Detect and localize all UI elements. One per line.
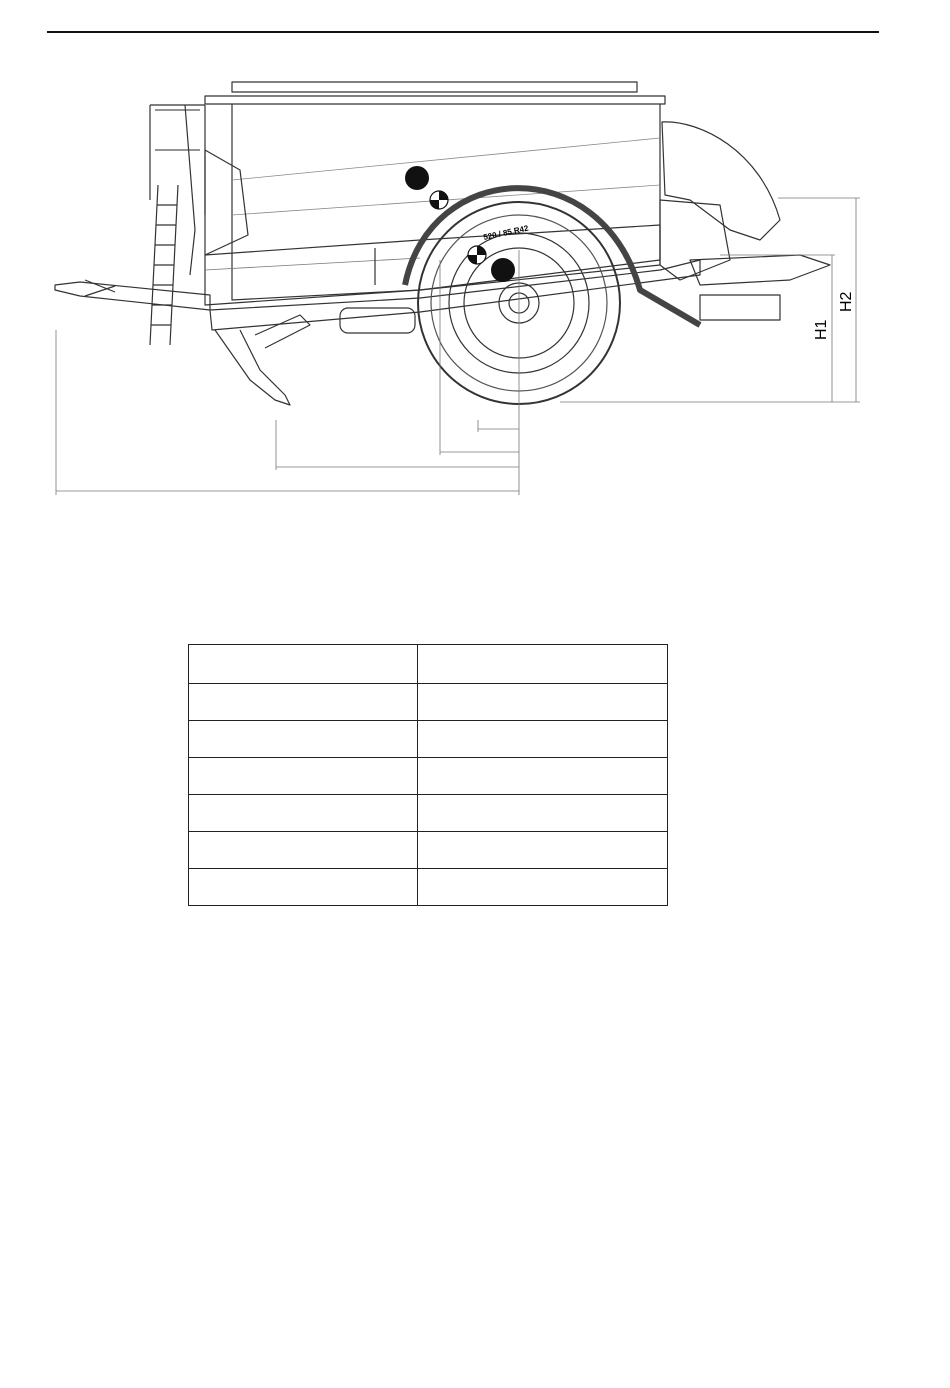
- tire-marking: 520 / 85 R42: [482, 223, 530, 242]
- spreader-unit: [660, 122, 830, 320]
- table-cell: [418, 869, 668, 906]
- marker-dot-1: [405, 166, 429, 190]
- table-cell: [189, 684, 418, 721]
- table-cell: [189, 721, 418, 758]
- table-row: [189, 832, 668, 869]
- cog-symbol-1: [430, 191, 448, 209]
- table-header-row: [189, 645, 668, 684]
- table-header-cell: [189, 645, 418, 684]
- marker-dot-2: [491, 258, 515, 282]
- table-row: [189, 684, 668, 721]
- table-cell: [418, 795, 668, 832]
- table-row: [189, 795, 668, 832]
- chassis-frame: [210, 260, 700, 330]
- table-cell: [189, 869, 418, 906]
- table-row: [189, 758, 668, 795]
- table-cell: [189, 795, 418, 832]
- drawbar: [55, 280, 210, 310]
- table-row: [189, 721, 668, 758]
- table-cell: [418, 832, 668, 869]
- tool-tank: [340, 308, 415, 333]
- table-cell: [189, 832, 418, 869]
- table-cell: [418, 684, 668, 721]
- cog-symbol-2: [468, 246, 486, 264]
- table-cell: [189, 758, 418, 795]
- dimension-label-h1: H1: [813, 319, 830, 340]
- table-cell: [418, 758, 668, 795]
- dimension-lines: [56, 198, 860, 495]
- spreader-side-view-drawing: [0, 0, 950, 520]
- table-header-cell: [418, 645, 668, 684]
- specification-table: [188, 644, 668, 906]
- table-cell: [418, 721, 668, 758]
- table-row: [189, 869, 668, 906]
- dimension-label-h2: H2: [838, 291, 855, 312]
